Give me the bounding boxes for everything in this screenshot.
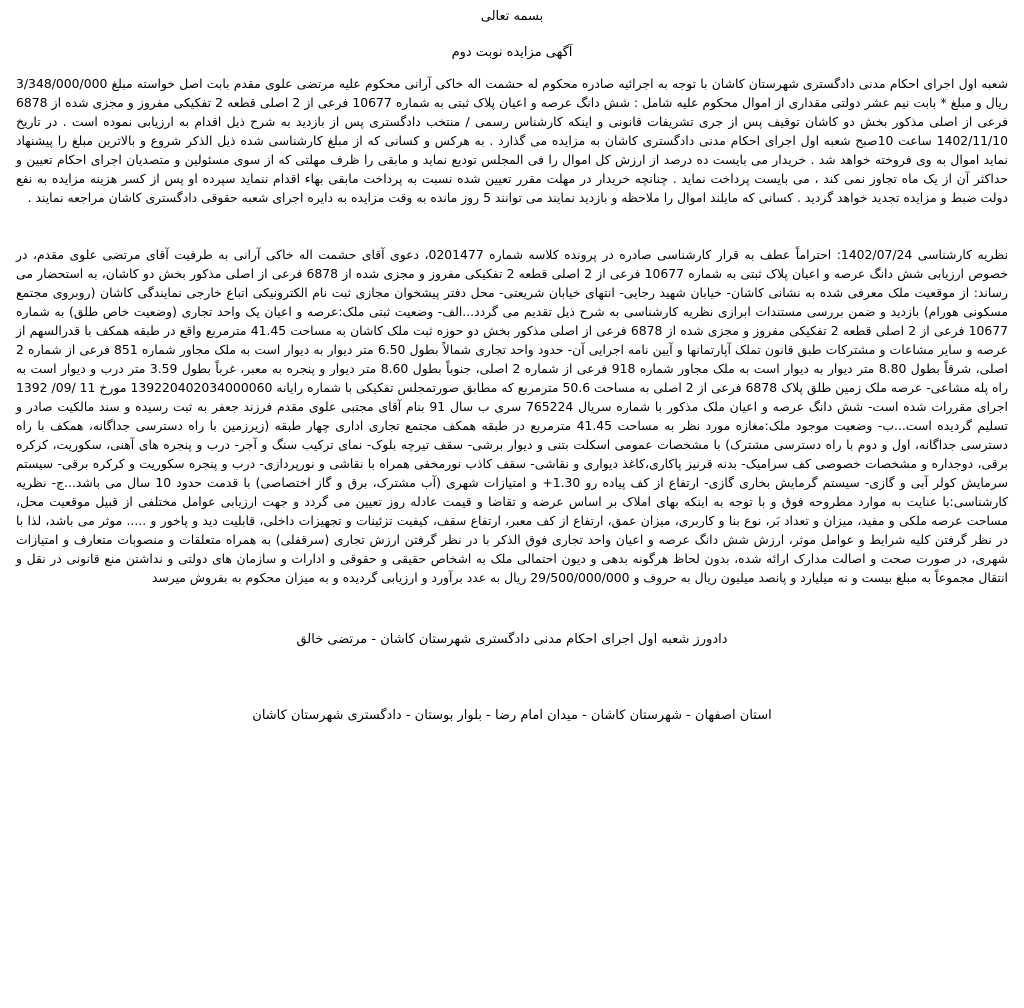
auction-announcement-paragraph: شعبه اول اجرای احکام مدنی دادگستری شهرستان کاشان با توجه به اجرائیه صادره محکوم له حشمت اله خاکی آرانی محکوم علیه مرتضی علوی مقدم بابت اصل خواسته مبلغ 3/348/000/000 ریال و مبلغ * بابت نیم عشر دولتی مقداری از اموال محکوم علیه شامل : شش دانگ عرصه و اعیان پلاک ثبتی به شماره 10677 فرعی از 2 اصلی قطعه 2 تفکیکی مفروز و مجزی شده از 6878 فرعی از اصلی مذکور بخش دو کاشان توقیف پس از جری تشریفات قانونی و اینکه کارشناس رسمی / منتخب دادگستری پس از بازدید به شرح ذیل اقدام به ارزیابی نموده است . در تاریخ 1402/11/10 ساعت 10صبح شعبه اول اجرای احکام مدنی دادگستری کاشان به مزایده می گذارد . به هرکس و کسانی که از مبلغ کارشناسی شده ذیل الذکر شروع و بالاترین مبلغ را پیشنهاد نماید اموال به وی فروخته خواهد شد . خریدار می بایست ده درصد از ارزش کل اموال را فی المجلس تودیع نماید و مابقی را ظرف مهلتی که از سوی مسئولین و متصدیان اجرای احکام تعیین و حداکثر آن از یک ماه تجاوز نمی کند ، می بایست پرداخت نماید . چنانچه خریدار در مهلت مقرر تعیین شده نسبت به پرداخت مابقی بهاء اقدام ننماید سپرده او پس از کسر هزینه مزایده به نفع دولت ضبط و مزایده تجدید خواهد گردید . کسانی که مایلند اموال را ملاحظه و بازدید نمایند می توانند 5 روز مانده به وقت مزایده به دایره اجرای شعبه حقوقی دادگستری کاشان مراجعه نمایند .: [16, 76, 1008, 205]
notice-title: آگهی مزایده نوبت دوم: [451, 45, 573, 60]
signature-line: دادورز شعبه اول اجرای احکام مدنی دادگستری شهرستان کاشان - مرتضی خالق: [296, 632, 728, 647]
expert-opinion-paragraph: نظریه کارشناسی 1402/07/24: احتراماً عطف به قرار کارشناسی صادره در پرونده کلاسه شماره 0201477، دعوی آقای حشمت اله خاکی آرانی به طرفیت آقای مرتضی علوی مقدم، در خصوص ارزیابی شش دانگ عرصه و اعیان پلاک ثبتی به شماره 10677 فرعی از 2 اصلی قطعه 2 تفکیکی مفروز و مجزی شده از 6878 فرعی از اصلی مذکور بخش دو کاشان، به استحضار می رساند: از موقعیت ملک معرفی شده به نشانی کاشان- خیابان شهید رجایی- انتهای خیابان شریعتی- محل دفتر پیشخوان مجازی ثبت نام الکترونیکی اتباع خارجی نمایندگی کاشان (روبروی مجتمع مسکونی هورام) بازدید و ضمن بررسی مستندات ابرازی نظریه کارشناسی به شرح ذیل تقدیم می گردد...الف- وضعیت ثبتی ملک:عرصه و اعیان یک واحد تجاری (وضعیت خاص طلق) به شماره 10677 فرعی از 2 اصلی قطعه 2 تفکیکی مفروز و مجزی شده از 6878 فرعی از اصلی مذکور بخش دو حوزه ثبت ملک کاشان به مساحت 41.45 مترمربع واقع در طبقه همکف با قدرالسهم از عرصه و سایر مشاعات و مشترکات طبق قانون تملک آپارتمانها و آیین نامه اجرایی آن- حدود واحد تجاری شمالاً بطول 6.50 متر دیوار به دیوار است به ملک مجاور شماره 851 فرعی از شماره 2 اصلی، شرقاً بطول 8.80 متر دیوار به دیوار است به ملک مجاور شماره 918 فرعی از شماره 2 اصلی، جنوباً بطول 8.60 متر دیوار و پنجره به معبر، غرباً بطول 3.59 متر درب و دیوار است به راه پله مشاعی- عرصه ملک زمین طلق پلاک 6878 فرعی از 2 اصلی به مساحت 50.6 مترمربع که مطابق صورتمجلس تفکیکی با شماره رایانه 139220402034000060 مورخ 11 /09/ 1392 اجرای مقررات شده است- شش دانگ عرصه و اعیان ملک مذکور با شماره سریال 765224 سری ب سال 91 بنام آقای مجتبی علوی مقدم فرزند جعفر به ثبت رسیده و سند مالکیت صادر و تسلیم گردیده است...ب- وضعیت موجود ملک:مغازه مورد نظر به مساحت 41.45 مترمربع در طبقه همکف مجتمع تجاری اداری چهار طبقه (زیرزمین با راه دسترسی جداگانه، همکف با راه دسترسی جداگانه، اول و دوم با راه دسترسی مشترک) با مشخصات عمومی اسکلت بتنی و دیوار برشی- سقف تیرچه بلوک- نمای ترکیب سنگ و آجر- درب و پنجره های آهنی، سکوریت، کرکره برقی، دوجداره و مشخصات خصوصی کف سرامیک- بدنه قرنیز پاکاری،کاغذ دیواری و نقاشی- سقف کاذب نورمخفی همراه با نقاشی و نورپردازی- درب و پنجره سکوریت و کرکره برقی- سیستم سرمایش کولر آبی و گازی- سیستم گرمایش بخاری گازی- ارتفاع از کف پیاده رو 1.30+ و امتیازات شهری (آب مشترک، برق و گاز اختصاصی) با قدمت حدود 10 سال می باشد...ج- نظریه کارشناسی:با عنایت به موارد مطروحه فوق و با توجه به اینکه بهای املاک بر اساس عرضه و تقاضا و قیمت عادله روز تعیین می گردد و جهت ارزیابی عوامل مختلفی از قبیل موقعیت محل، مساحت عرصه ملکی و مفید، میزان و تعداد بَر، نوع بنا و کاربری، میزان عمق، ارتفاع از کف معبر، ارتفاع سقف، کیفیت تزئینات و تجهیزات داخلی، قابلیت دید و پاخور و ..... موثر می باشد، لذا با در نظر گرفتن کلیه شرایط و عوامل موثر، ارزش شش دانگ عرصه و اعیان واحد تجاری فوق الذکر با در نظر گرفتن ارزش تجاری (سرقفلی) به همراه متعلقات و منصوبات متعارف و امتیازات شهری، در صورت صحت و اصالت مدارک ارائه شده، بدون لحاظ هرگونه بدهی و دیون احتمالی ملک به اشخاص حقیقی و حقوقی و ادارات و سازمان های دولتی و نداشتن منع قانونی در نقل و انتقال مجموعاً به مبلغ بیست و نه میلیارد و پانصد میلیون ریال به حروف و 29/500/000/000 ریال به عدد برآورد و ارزیابی گردیده و به میزان محکوم به بفروش میرسد: [16, 247, 1009, 585]
court-address: استان اصفهان - شهرستان کاشان - میدان امام رضا - بلوار بوستان - دادگستری شهرستان کاشان: [252, 708, 772, 723]
bismillah-heading: بسمه تعالی: [480, 9, 544, 24]
